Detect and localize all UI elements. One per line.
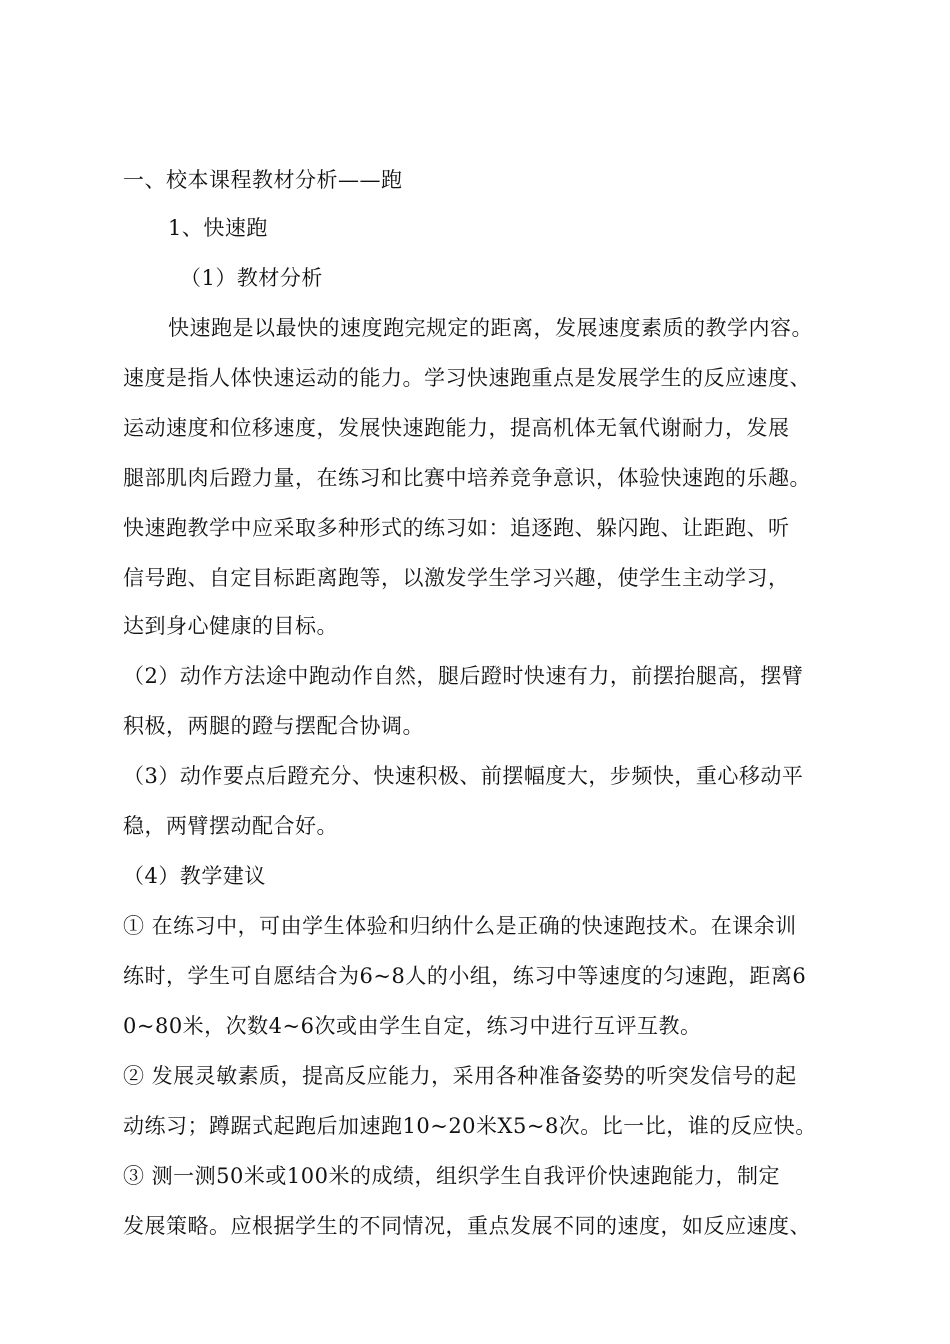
text-line: 发展策略。应根据学生的不同情况，重点发展不同的速度，如反应速度、 [123,1214,811,1238]
text-line: 积极，两腿的蹬与摆配合协调。 [123,714,424,738]
text-line: 运动速度和位移速度，发展快速跑能力，提高机体无氧代谢耐力，发展 [123,416,790,440]
text-line: 达到身心健康的目标。 [123,614,338,638]
text-line: 速度是指人体快速运动的能力。学习快速跑重点是发展学生的反应速度、 [123,366,811,390]
text-line: （4）教学建议 [123,864,266,888]
text-line: 快速跑是以最快的速度跑完规定的距离，发展速度素质的教学内容。 [168,316,813,340]
text-line: 腿部肌肉后蹬力量，在练习和比赛中培养竞争意识，体验快速跑的乐趣。 [123,466,811,490]
text-line: ① 在练习中，可由学生体验和归纳什么是正确的快速跑技术。在课余训 [123,914,797,938]
subsection-title: （1）教材分析 [180,266,323,290]
text-line: （3）动作要点后蹬充分、快速积极、前摆幅度大，步频快，重心移动平 [123,764,804,788]
text-line: 动练习；蹲踞式起跑后加速跑10~20米X5~8次。比一比，谁的反应快。 [123,1114,817,1138]
text-line: 信号跑、自定目标距离跑等，以激发学生学习兴趣，使学生主动学习， [123,566,790,590]
text-line: 稳，两臂摆动配合好。 [123,814,338,838]
text-line: ② 发展灵敏素质，提高反应能力，采用各种准备姿势的听突发信号的起 [123,1064,797,1088]
section-title: 1、快速跑 [168,216,268,240]
heading: 一、校本课程教材分析——跑 [123,168,403,192]
text-line: （2）动作方法途中跑动作自然，腿后蹬时快速有力，前摆抬腿高，摆臂 [123,664,804,688]
text-line: ③ 测一测50米或100米的成绩，组织学生自我评价快速跑能力，制定 [123,1164,780,1188]
text-line: 练时，学生可自愿结合为6~8人的小组，练习中等速度的匀速跑，距离6 [123,964,807,988]
text-line: 0~80米，次数4~6次或由学生自定，练习中进行互评互教。 [123,1014,702,1038]
text-line: 快速跑教学中应采取多种形式的练习如：追逐跑、躲闪跑、让距跑、听 [123,516,790,540]
